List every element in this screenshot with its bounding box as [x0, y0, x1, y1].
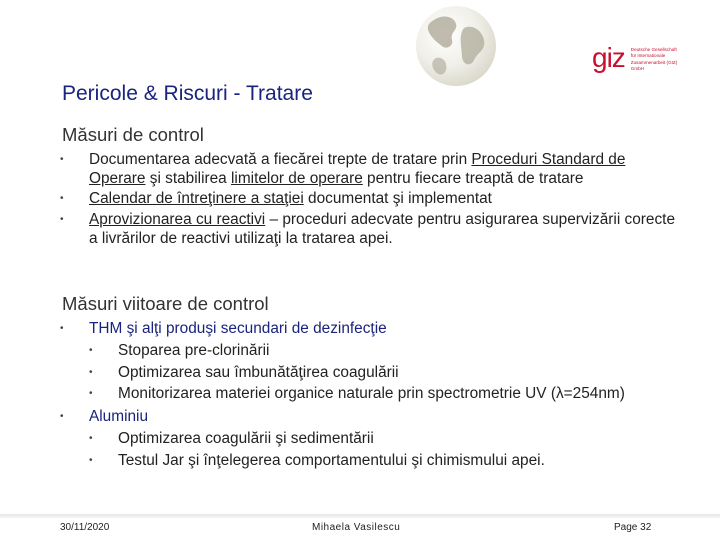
bullet: •: [89, 433, 93, 444]
list-item: [60, 406, 680, 428]
section-heading-control-measures: Măsuri de control: [62, 124, 204, 145]
sub-list-item: • Optimizarea sau îmbunătăţirea coagulării: [60, 362, 680, 384]
list-item-label: Aluminiu: [89, 408, 149, 425]
sub-list-item: • Stoparea pre-clorinării: [60, 340, 680, 362]
bullet: •: [89, 388, 93, 399]
footer-author: Mihaela Vasilescu: [312, 522, 401, 533]
section-heading-future-measures: Măsuri viitoare de control: [62, 293, 269, 314]
control-measures-list: [60, 150, 680, 248]
sub-list-item: • Monitorizarea materiei organice naturale prin spectrometrie UV (λ=254nm): [89, 385, 625, 402]
bullet: •: [60, 214, 64, 225]
bullet: •: [60, 193, 64, 204]
globe-graphic: [416, 6, 496, 86]
list-item: • Calendar de întreţinere a staţiei documentat şi implementat: [60, 188, 680, 210]
footer-divider: [0, 514, 720, 518]
bullet: •: [89, 455, 93, 466]
bullet: •: [89, 367, 93, 378]
bullet: •: [60, 154, 64, 165]
bullet: •: [60, 323, 64, 334]
giz-logo-mark: giz: [592, 42, 625, 73]
list-item: [60, 318, 680, 340]
slide-title: Pericole & Riscuri - Tratare: [62, 82, 313, 105]
footer-page-number: Page 32: [614, 522, 652, 533]
bullet: •: [60, 411, 64, 422]
giz-logo: [592, 44, 691, 73]
list-item: • Aprovizionarea cu reactivi – proceduri adecvate pentru asigurarea supervizării corecte a livrărilor de reactivi utilizaţi la tratarea apei.: [60, 211, 676, 247]
sub-list-item: • Optimizarea coagulării şi sedimentării: [60, 428, 680, 450]
list-item-label: THM şi alţi produşi secundari de dezinfecţie: [89, 320, 387, 337]
giz-logo-text: Deutsche Gesellschaft für Internationale Zusammenarbeit (GIZ) GmbH: [630, 47, 678, 72]
footer-date: 30/11/2020: [60, 522, 110, 533]
sub-list-item: • Testul Jar şi înţelegerea comportamentului şi chimismului apei.: [60, 450, 680, 472]
list-item: • Documentarea adecvată a fiecărei trepte de tratare prin Proceduri Standard de Operare şi stabilirea limitelor de operare pentru fiecare treaptă de tratare: [60, 151, 626, 187]
bullet: •: [89, 345, 93, 356]
future-measures-list: [60, 318, 680, 472]
